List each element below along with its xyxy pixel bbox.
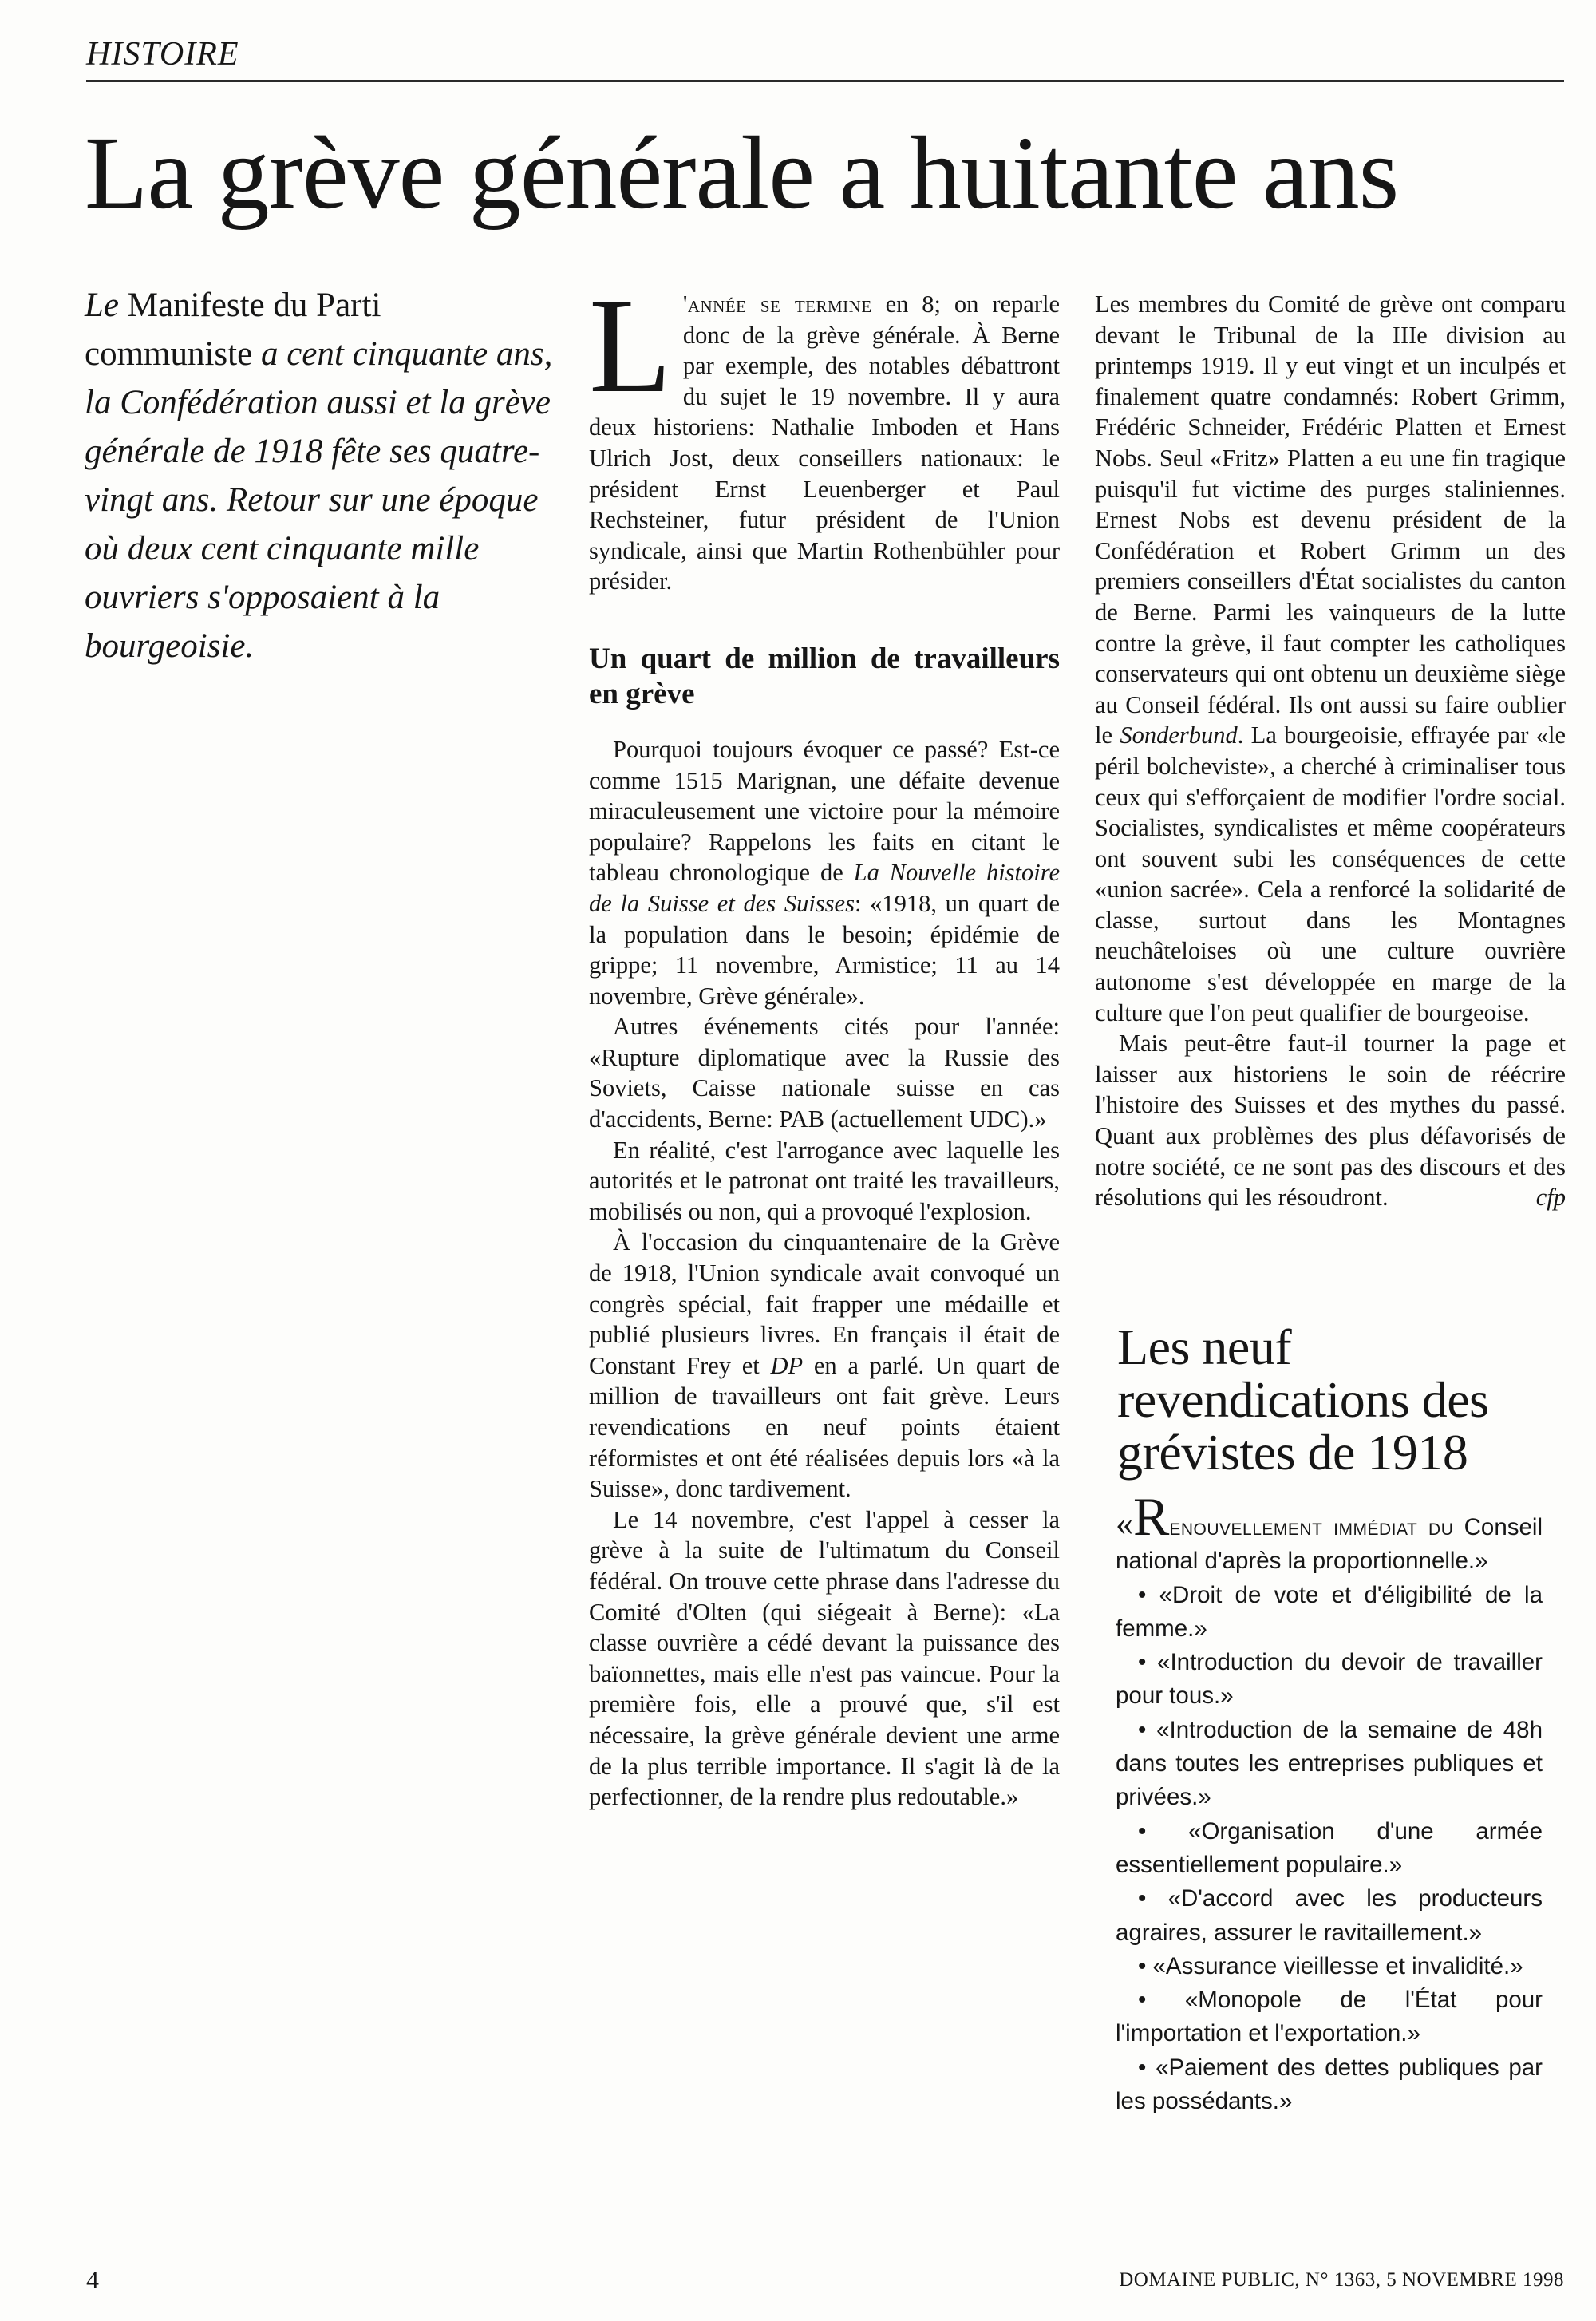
p1-text-b: : «1918, un quart de la population dans le besoin; épidémie de grippe; 11 novembre, Armistice; 11 au 14 novembre, Grève générale». (589, 889, 1060, 1010)
demand-item: • «Introduction de la semaine de 48h dans toutes les entreprises publiques et privées.» (1116, 1716, 1543, 1811)
header-rule (86, 80, 1564, 82)
p6-text-b: . La bourgeoisie, effrayée par «le péril bolcheviste», a cherché à criminaliser tous ceux qui s'efforçaient de modifier l'ordre social. Socialistes, syndicalistes et même coopérateurs ont souvent subi les conséquences de cette «union sacrée». Cela a renforcé la solidarité de classe, surtout dans les Montagnes neuchâteloises où une culture ouvrière autonome s'est développée en marge de la culture que l'on peut qualifier de bourgeoise. (1095, 722, 1566, 1026)
demands-list (1116, 1486, 1543, 2118)
body-paragraph-7 (1095, 1028, 1566, 1213)
book-title: La Nouvelle histoire de la Suisse et des Suisses (589, 859, 1061, 917)
sidebar-title: Les neuf revendications des grévistes de 1918 (1117, 1319, 1489, 1481)
demand-item: • «Droit de vote et d'éligibilité de la femme.» (1116, 1581, 1543, 1642)
body-paragraph-2: Autres événements cités pour l'année: «Rupture diplomatique avec la Russie des Soviets, Caisse nationale suisse en cas d'accidents, Berne: PAB (actuellement UDC).» (589, 1013, 1060, 1133)
demand-item: • «Monopole de l'État pour l'importation et l'exportation.» (1116, 1987, 1543, 2047)
p1-text-a: Pourquoi toujours évoquer ce passé? Est-ce comme 1515 Marignan, une défaite devenue miraculeusement une victoire pour la mémoire populaire? Rappelons les faits en citant le tableau chronologique de (589, 735, 1060, 887)
body-paragraph-3: En réalité, c'est l'arrogance avec laquelle les autorités et le patronat ont traité les travailleurs, mobilisés ou non, qui a provoqué l'explosion. (589, 1136, 1060, 1225)
page-number: 4 (86, 2265, 99, 2294)
demand-item: • «Assurance vieillesse et invalidité.» (1138, 1952, 1523, 1979)
body-paragraph-5: Le 14 novembre, c'est l'appel à cesser la grève à la suite de l'ultimatum du Conseil fédéral. On trouve cette phrase dans l'adresse du Comité d'Olten (qui siégeait à Berne): «La classe ouvrière a cédé devant la puissance des baïonnettes, mais elle n'est pas vaincue. Pour la première fois, elle a prouvé que, s'il est nécessaire, la grève générale devient une arme de la plus terrible importance. Il s'agit là de la perfectionner, de la rendre plus redoutable.» (589, 1505, 1060, 1811)
p4-text-a: À l'occasion du cinquantenaire de la Grève de 1918, l'Union syndicale avait convoqué un congrès spécial, fait frapper une médaille et publié plusieurs livres. En français il était de Constant Frey et (589, 1228, 1060, 1379)
publication-footer: DOMAINE PUBLIC, N° 1363, 5 NOVEMBRE 1998 (1119, 2269, 1564, 2291)
article-body-continued (1095, 289, 1566, 1213)
demand-first-rest: Conseil national d'après la proportionnelle.» (1116, 1514, 1543, 1575)
chapeau-part-1: Le (85, 287, 119, 324)
p7-text: Mais peut-être faut-il tourner la page et laisser aux historiens le soin de réécrire l'histoire des Suisses et des mythes du passé. Quant aux problèmes des plus défavorisés de notre société, ce ne sont pas des discours et des résolutions qui les résoudront. (1095, 1030, 1566, 1212)
demand-item: • «Introduction du devoir de travailler pour tous.» (1116, 1649, 1543, 1710)
demand-first (1116, 1486, 1543, 1579)
section-rubric: HISTOIRE (86, 36, 239, 73)
p6-text-a: Les membres du Comité de grève ont comparu devant le Tribunal de la IIIe division au printemps 1919. Il y eut vingt et un inculpés et finalement quatre condamnés: Robert Grimm, Frédéric Schneider, Frédéric Platten et Ernest Nobs. Seul «Fritz» Platten a eu une fin tragique puisqu'il fut victime des purges staliniennes. Ernest Nobs est devenu président de la Confédération et Robert Grimm un des premiers conseillers d'État socialistes du canton de Berne. Parmi les vainqueurs de la lutte contre la grève, il faut compter les catholiques conservateurs qui ont obtenu un deuxième siège au Conseil fédéral. Ils ont aussi su faire oublier le (1095, 291, 1566, 749)
article-subheading: Un quart de million de travailleurs en grève (589, 642, 1060, 710)
p4-text-b: en a parlé. Un quart de million de travailleurs ont fait grève. Leurs revendications en neuf points étaient réformistes et ont été réalisées depuis lors «à la Suisse», donc tardivement. (589, 1351, 1061, 1503)
demand-smallcaps: enouvellement immédiat du (1169, 1514, 1454, 1540)
article-title: La grève générale a huitante ans (85, 116, 1399, 231)
intro-paragraph (589, 271, 1060, 597)
chapeau-part-2: Manifeste du Parti communiste (85, 287, 381, 373)
dp-abbrev: DP (770, 1351, 804, 1379)
demand-item: • «Organisation d'une armée essentiellement populaire.» (1116, 1817, 1543, 1878)
body-paragraph-4 (589, 1227, 1060, 1504)
body-paragraph-6 (1095, 289, 1566, 1028)
drop-cap: L (589, 271, 672, 421)
lead-smallcaps: 'année se termine (682, 291, 872, 318)
intro-text: en 8; on reparle donc de la grève générale. À Berne par exemple, des notables débattront du sujet le 19 novembre. Il y aura deux historiens: Nathalie Imboden et Hans Ulrich Jost, deux conseillers nationaux: le président Ernst Leuenberger et Paul Rechsteiner, futur président de l'Union syndicale, ainsi que Martin Rothenbühler pour présider. (589, 291, 1060, 595)
body-paragraph-1 (589, 734, 1060, 1011)
demand-item: • «D'accord avec les producteurs agraires, assurer le ravitaillement.» (1116, 1885, 1543, 1946)
demand-item: • «Paiement des dettes publiques par les possédants.» (1116, 2054, 1543, 2115)
chapeau-part-3: a cent cinquante ans, la Confédération aussi et la grève générale de 1918 fête ses quatre-vingt ans. Retour sur une époque où deux cent cinquante mille ouvriers s'opposaient à la bourgeoisie. (85, 335, 553, 665)
author-signature: cfp (1535, 1184, 1566, 1212)
article-chapeau (85, 281, 555, 670)
open-quote: « (1116, 1504, 1133, 1543)
demand-initial: R (1133, 1486, 1170, 1547)
article-body (589, 271, 1061, 1813)
sonderbund-term: Sonderbund (1120, 722, 1238, 749)
